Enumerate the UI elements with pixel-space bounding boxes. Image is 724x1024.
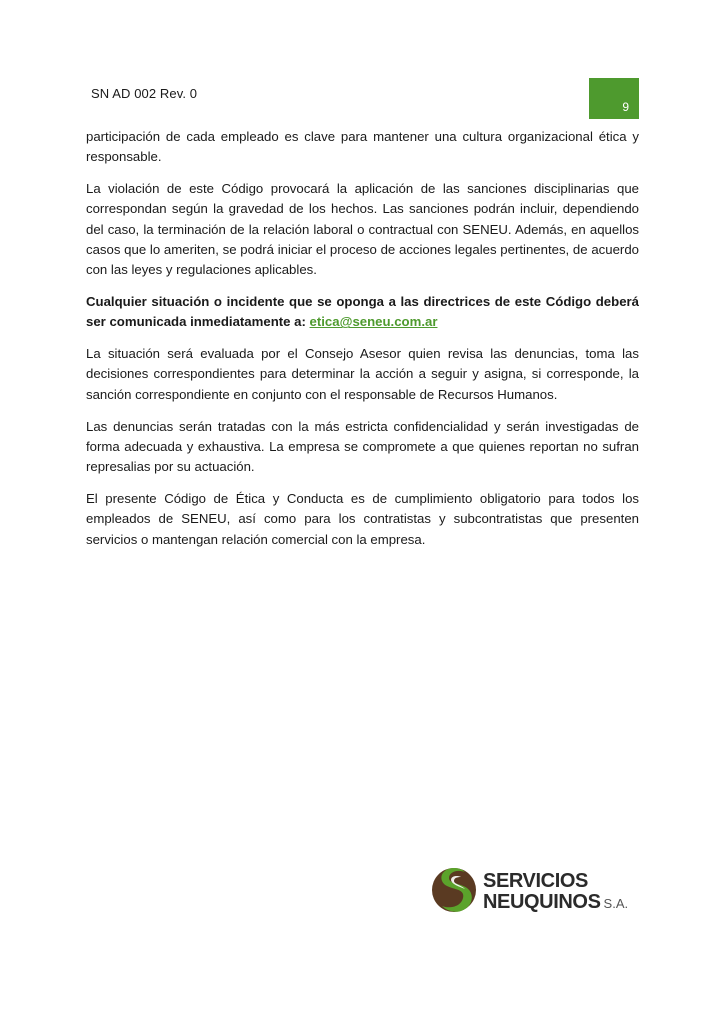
logo-text-line1: SERVICIOS xyxy=(483,870,588,892)
page-number: 9 xyxy=(622,100,629,114)
logo-text-neuquinos: NEUQUINOS xyxy=(483,891,601,913)
reporting-text: Cualquier situación o incidente que se oponga a las directrices de este Código deberá ser comunicada inmediatamente a: xyxy=(86,294,639,330)
paragraph-evaluation: La situación será evaluada por el Consejo Asesor quien revisa las denuncias, toma las decisiones correspondientes para determinar la acción a seguir y asigna, si corresponde, la sanción correspondiente en conjunto con el responsable de Recursos Humanos. xyxy=(86,346,639,402)
seneu-logo-icon xyxy=(431,867,477,913)
logo-text-line2 xyxy=(483,892,628,914)
paragraph-sanctions: La violación de este Código provocará la aplicación de las sanciones disciplinarias que correspondan según la gravedad de los hechos. Las sanciones podrán incluir, dependiendo del caso, la terminación de la relación laboral o contractual con SENEU. Además, en aquellos casos que lo ameriten, se podrá iniciar el proceso de acciones legales pertinentes, de acuerdo con las leyes y regulaciones aplicables. xyxy=(86,181,639,278)
paragraph-continuation: participación de cada empleado es clave para mantener una cultura organizacional ética y responsable. xyxy=(86,129,639,165)
page-number-box xyxy=(589,78,639,119)
company-logo xyxy=(431,867,641,917)
logo-text-sa: S.A. xyxy=(603,896,629,911)
ethics-email-link[interactable]: etica@seneu.com.ar xyxy=(309,314,438,330)
paragraph-confidentiality: Las denuncias serán tratadas con la más estricta confidencialidad y serán investigadas de forma adecuada y exhaustiva. La empresa se compromete a que quienes reportan no sufran represalias por su actuación. xyxy=(86,418,639,475)
paragraph-scope: El presente Código de Ética y Conducta es de cumplimiento obligatorio para todos los empleados de SENEU, así como para los contratistas y subcontratistas que presenten servicios o mantengan relación comercial con la empresa. xyxy=(86,490,639,547)
paragraph-reporting xyxy=(86,292,639,333)
document-code: SN AD 002 Rev. 0 xyxy=(91,86,198,101)
document-body xyxy=(86,127,639,561)
